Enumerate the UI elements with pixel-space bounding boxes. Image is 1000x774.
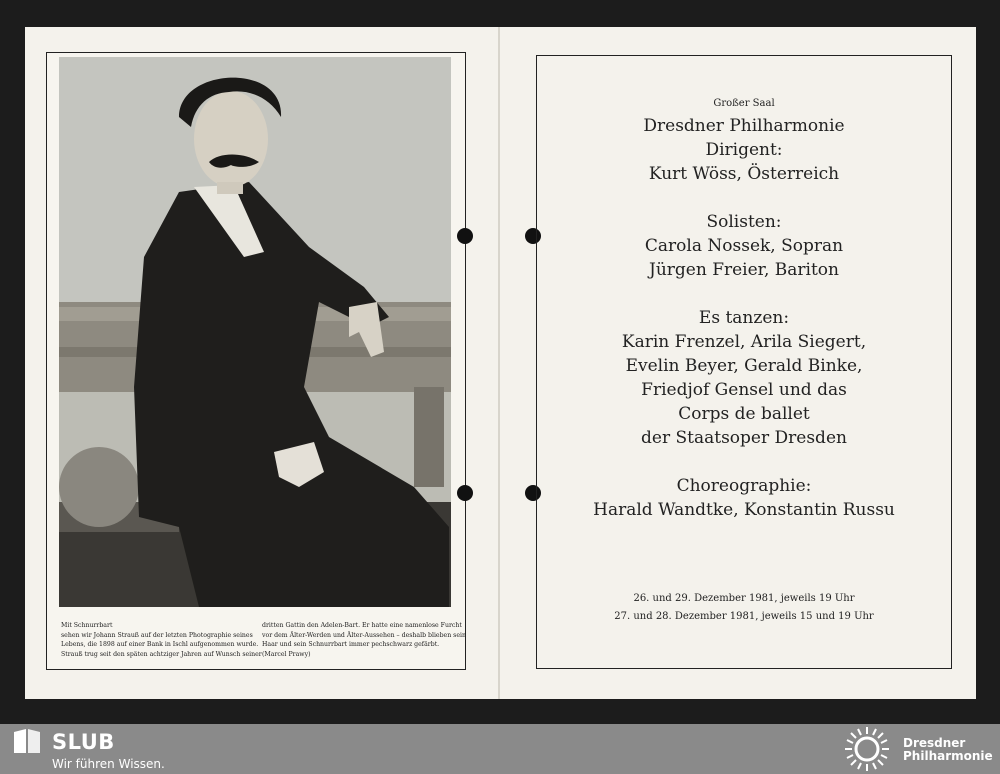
performance-dates: 27. und 28. Dezember 1981, jeweils 15 und 19 Uhr [614, 611, 874, 622]
photo-frame [46, 52, 466, 670]
punch-hole [457, 485, 473, 501]
dancers-line: der Staatsoper Dresden [641, 428, 847, 448]
portrait-illustration [59, 57, 451, 607]
caption-line: Haar und sein Schnurrbart immer pechschwarz gefärbt. [262, 641, 440, 649]
program-frame [536, 55, 952, 669]
conductor: Kurt Wöss, Österreich [648, 164, 840, 184]
performance-dates: 26. und 29. Dezember 1981, jeweils 19 Uhr [633, 593, 855, 604]
philharmonie-logo-text [903, 737, 993, 763]
photo-caption-left [61, 621, 262, 659]
left-page [25, 27, 499, 699]
right-page [499, 27, 976, 699]
dancers-label: Es tanzen: [698, 308, 790, 328]
caption-line: Strauß trug seit den späten achtziger Jahren auf Wunsch seiner [61, 650, 262, 658]
philharmonie-sun-icon [843, 725, 891, 773]
footer-bar [0, 724, 1000, 774]
choreography-label: Choreographie: [676, 476, 812, 496]
caption-line: dritten Gattin den Adelen-Bart. Er hatte eine namenlose Furcht [262, 622, 462, 629]
book-icon [12, 726, 42, 756]
soloists-label: Solisten: [706, 212, 782, 232]
venue: Großer Saal [713, 98, 775, 109]
punch-hole [457, 228, 473, 244]
choreographers: Harald Wandtke, Konstantin Russu [593, 500, 895, 520]
philharmonie-line1: Dresdner [903, 736, 966, 750]
photo-caption-right [262, 621, 466, 659]
slub-tagline: Wir führen Wissen. [52, 757, 165, 771]
philharmonie-line2: Philharmonie [903, 749, 993, 763]
soloist: Jürgen Freier, Bariton [649, 260, 839, 280]
caption-line: Mit Schnurrbart [61, 622, 113, 629]
dancers-line: Karin Frenzel, Arila Siegert, [621, 332, 867, 352]
orchestra: Dresdner Philharmonie [643, 116, 845, 136]
dancers-line: Friedjof Gensel und das [641, 380, 847, 400]
conductor-label: Dirigent: [705, 140, 783, 160]
soloist: Carola Nossek, Sopran [644, 236, 844, 256]
caption-line: vor dem Älter-Werden und Älter-Aussehen – deshalb blieben sein [262, 631, 466, 639]
portrait-photo [59, 57, 451, 607]
caption-line: (Marcel Prawy) [262, 650, 311, 658]
dancers-line: Corps de ballet [678, 404, 810, 424]
slub-logo-text: SLUB [52, 730, 115, 754]
dancers-line: Evelin Beyer, Gerald Binke, [625, 356, 863, 376]
caption-line: sehen wir Johann Strauß auf der letzten Photographie seines [61, 631, 253, 639]
caption-line: Lebens, die 1898 auf einer Bank in Ischl aufgenommen wurde. [61, 641, 259, 649]
